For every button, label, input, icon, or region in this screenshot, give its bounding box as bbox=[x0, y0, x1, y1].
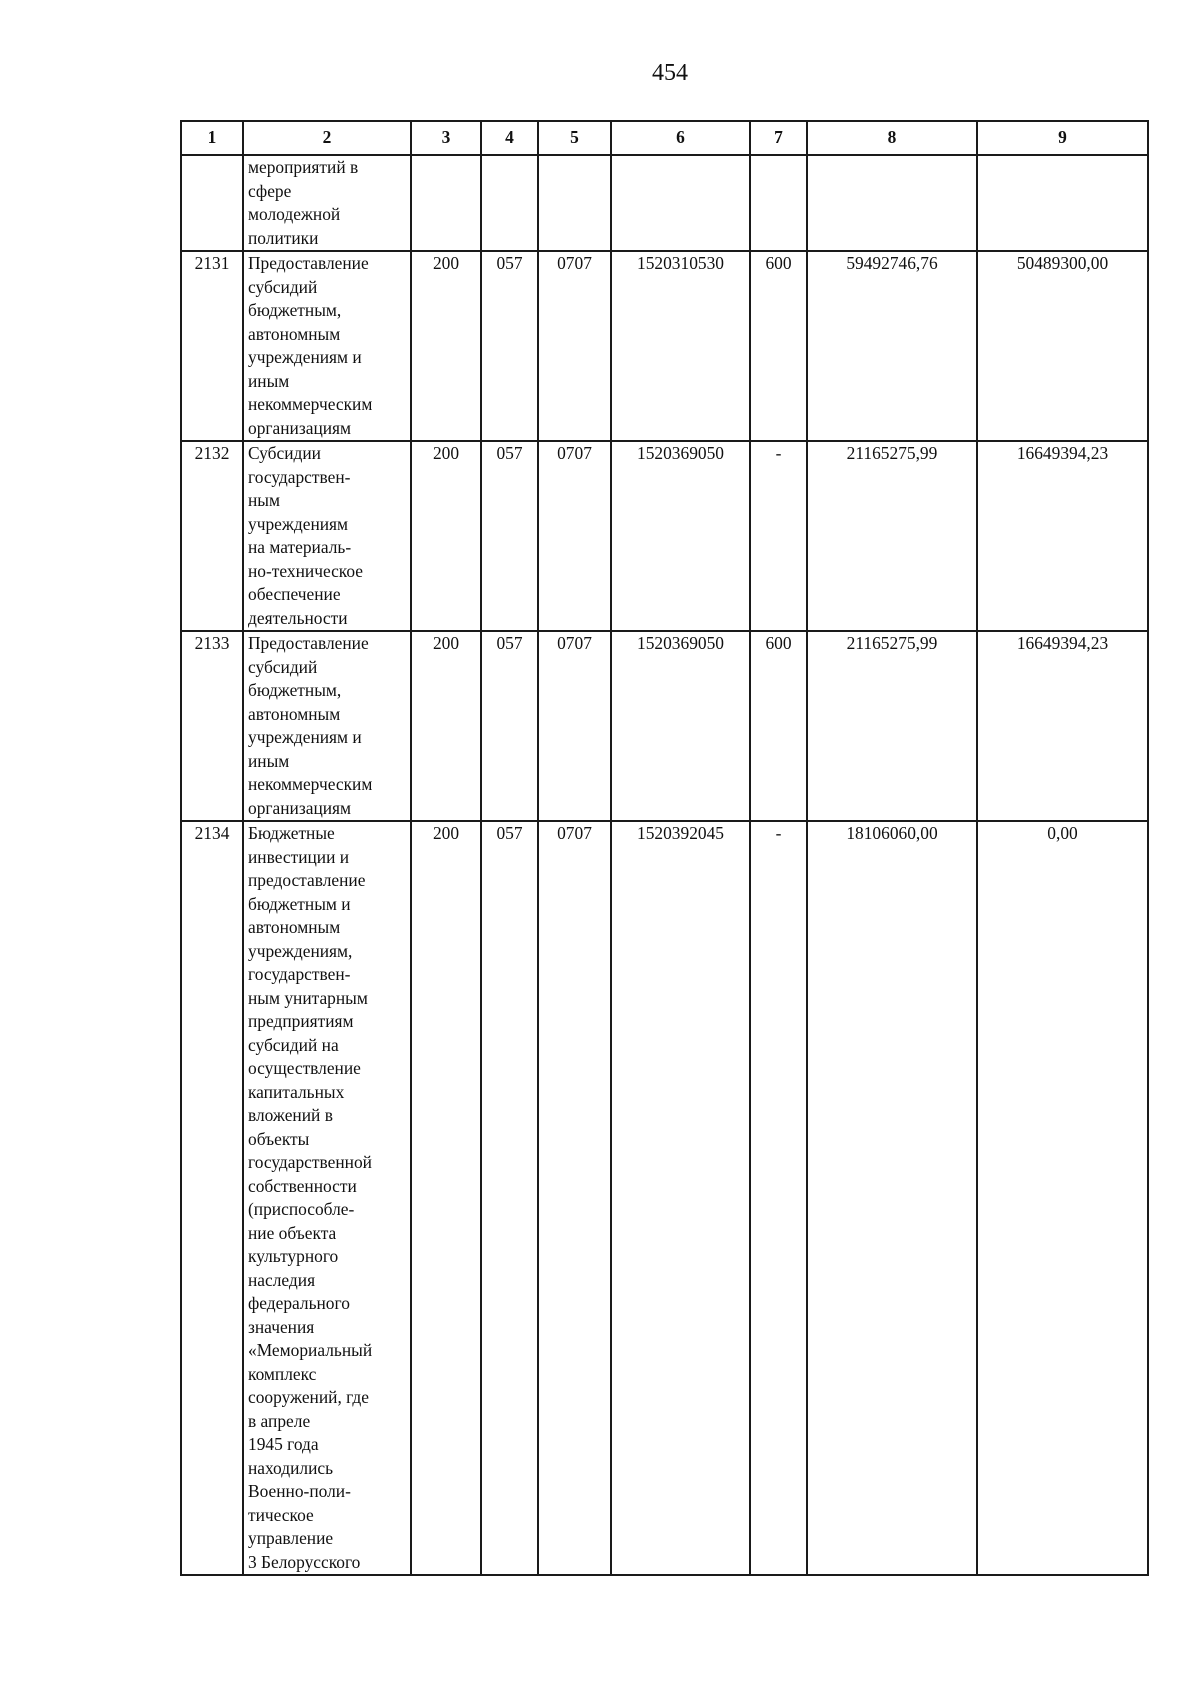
description-line: капитальных bbox=[248, 1081, 345, 1102]
col3-cell: 200 bbox=[411, 251, 481, 441]
col4-cell: 057 bbox=[481, 821, 538, 1575]
description-line: инвестиции и bbox=[248, 846, 350, 867]
description-line: (приспособле- bbox=[248, 1199, 355, 1219]
col6-cell bbox=[611, 155, 750, 251]
description-line: автономным bbox=[248, 323, 341, 344]
table-row bbox=[181, 251, 1148, 441]
description-line: но-техническое bbox=[248, 560, 364, 581]
col5-cell: 0707 bbox=[538, 441, 611, 631]
description-line: бюджетным, bbox=[248, 680, 342, 700]
description-line: Бюджетные bbox=[248, 823, 335, 843]
row-number-cell: 2134 bbox=[181, 821, 243, 1575]
description-line: 1945 года bbox=[248, 1434, 319, 1454]
col5-cell: 0707 bbox=[538, 631, 611, 821]
col4-cell bbox=[481, 155, 538, 251]
description-line: деятельности bbox=[248, 607, 348, 628]
col7-cell: 600 bbox=[750, 631, 807, 821]
col9-cell: 0,00 bbox=[977, 821, 1148, 1575]
description-line: организациям bbox=[248, 797, 352, 818]
row-number-cell: 2132 bbox=[181, 441, 243, 631]
description-line: предприятиям bbox=[248, 1011, 354, 1031]
header-cell: 4 bbox=[481, 121, 538, 155]
header-cell: 5 bbox=[538, 121, 611, 155]
description-line: предоставление bbox=[248, 870, 366, 890]
description-line: субсидий bbox=[248, 656, 318, 677]
col3-cell: 200 bbox=[411, 631, 481, 821]
col4-cell: 057 bbox=[481, 441, 538, 631]
description-line: государствен- bbox=[248, 466, 351, 487]
row-number-cell bbox=[181, 155, 243, 251]
col3-cell: 200 bbox=[411, 441, 481, 631]
description-line: федерального bbox=[248, 1293, 350, 1313]
col8-cell: 21165275,99 bbox=[807, 631, 977, 821]
description-line: осуществление bbox=[248, 1058, 361, 1078]
header-row bbox=[181, 121, 1148, 155]
table-body bbox=[181, 155, 1148, 1575]
col4-cell: 057 bbox=[481, 631, 538, 821]
description-line: мероприятий в bbox=[248, 157, 359, 177]
col6-cell: 1520392045 bbox=[611, 821, 750, 1575]
col8-cell: 59492746,76 bbox=[807, 251, 977, 441]
col9-cell: 16649394,23 bbox=[977, 441, 1148, 631]
description-line: субсидий bbox=[248, 276, 318, 297]
col9-cell: 50489300,00 bbox=[977, 251, 1148, 441]
header-cell: 1 bbox=[181, 121, 243, 155]
description-line: организациям bbox=[248, 417, 352, 438]
table-row bbox=[181, 821, 1148, 1575]
header-cell: 9 bbox=[977, 121, 1148, 155]
col9-cell: 16649394,23 bbox=[977, 631, 1148, 821]
description-line: сооружений, где bbox=[248, 1387, 369, 1407]
description-line: учреждениям bbox=[248, 513, 349, 534]
description-cell bbox=[243, 251, 411, 441]
description-line: обеспечение bbox=[248, 584, 341, 604]
description-line: некоммерческим bbox=[248, 394, 373, 414]
col8-cell bbox=[807, 155, 977, 251]
description-cell bbox=[243, 821, 411, 1575]
col5-cell bbox=[538, 155, 611, 251]
description-line: бюджетным, bbox=[248, 300, 342, 320]
col9-cell bbox=[977, 155, 1148, 251]
table-row bbox=[181, 631, 1148, 821]
description-line: значения bbox=[248, 1316, 315, 1337]
description-line: автономным bbox=[248, 917, 341, 937]
description-line: 3 Белорусского bbox=[248, 1551, 361, 1572]
description-cell bbox=[243, 631, 411, 821]
description-line: автономным bbox=[248, 703, 341, 724]
description-line: государственной bbox=[248, 1152, 372, 1172]
description-line: ным bbox=[248, 490, 280, 510]
col8-cell: 18106060,00 bbox=[807, 821, 977, 1575]
col6-cell: 1520369050 bbox=[611, 631, 750, 821]
description-line: учреждениям, bbox=[248, 940, 353, 961]
description-cell bbox=[243, 155, 411, 251]
description-line: «Мемориальный bbox=[248, 1340, 373, 1360]
col8-cell: 21165275,99 bbox=[807, 441, 977, 631]
description-line: в апреле bbox=[248, 1410, 311, 1431]
table-row bbox=[181, 155, 1148, 251]
col7-cell: - bbox=[750, 821, 807, 1575]
header-cell: 2 bbox=[243, 121, 411, 155]
description-line: учреждениям и bbox=[248, 727, 362, 747]
description-line: Субсидии bbox=[248, 443, 321, 463]
description-cell bbox=[243, 441, 411, 631]
description-line: учреждениям и bbox=[248, 347, 362, 367]
description-line: иным bbox=[248, 750, 290, 771]
col6-cell: 1520369050 bbox=[611, 441, 750, 631]
description-line: управление bbox=[248, 1528, 334, 1548]
header-cell: 8 bbox=[807, 121, 977, 155]
description-line: собственности bbox=[248, 1175, 357, 1196]
header-cell: 3 bbox=[411, 121, 481, 155]
description-line: тическое bbox=[248, 1504, 314, 1525]
col6-cell: 1520310530 bbox=[611, 251, 750, 441]
header-cell: 7 bbox=[750, 121, 807, 155]
description-line: Предоставление bbox=[248, 253, 369, 273]
description-line: сфере bbox=[248, 180, 292, 201]
description-line: иным bbox=[248, 370, 290, 391]
col5-cell: 0707 bbox=[538, 821, 611, 1575]
table-row bbox=[181, 441, 1148, 631]
description-line: наследия bbox=[248, 1269, 316, 1290]
description-line: объекты bbox=[248, 1128, 310, 1149]
description-line: ние объекта bbox=[248, 1222, 337, 1243]
col7-cell bbox=[750, 155, 807, 251]
description-line: политики bbox=[248, 227, 319, 248]
description-line: комплекс bbox=[248, 1363, 317, 1384]
page-number: 454 bbox=[652, 60, 688, 86]
description-line: ным унитарным bbox=[248, 987, 368, 1008]
description-line: культурного bbox=[248, 1246, 339, 1266]
description-line: некоммерческим bbox=[248, 774, 373, 794]
description-line: на материаль- bbox=[248, 537, 352, 557]
description-line: Военно-поли- bbox=[248, 1481, 351, 1501]
description-line: субсидий на bbox=[248, 1034, 339, 1055]
row-number-cell: 2131 bbox=[181, 251, 243, 441]
col4-cell: 057 bbox=[481, 251, 538, 441]
col7-cell: 600 bbox=[750, 251, 807, 441]
description-line: бюджетным и bbox=[248, 893, 351, 914]
description-line: Предоставление bbox=[248, 633, 369, 653]
budget-table bbox=[180, 120, 1149, 1576]
description-line: вложений в bbox=[248, 1105, 333, 1125]
description-line: государствен- bbox=[248, 964, 351, 984]
col7-cell: - bbox=[750, 441, 807, 631]
row-number-cell: 2133 bbox=[181, 631, 243, 821]
description-line: молодежной bbox=[248, 204, 341, 224]
description-line: находились bbox=[248, 1457, 334, 1478]
header-cell: 6 bbox=[611, 121, 750, 155]
col5-cell: 0707 bbox=[538, 251, 611, 441]
col3-cell: 200 bbox=[411, 821, 481, 1575]
col3-cell bbox=[411, 155, 481, 251]
